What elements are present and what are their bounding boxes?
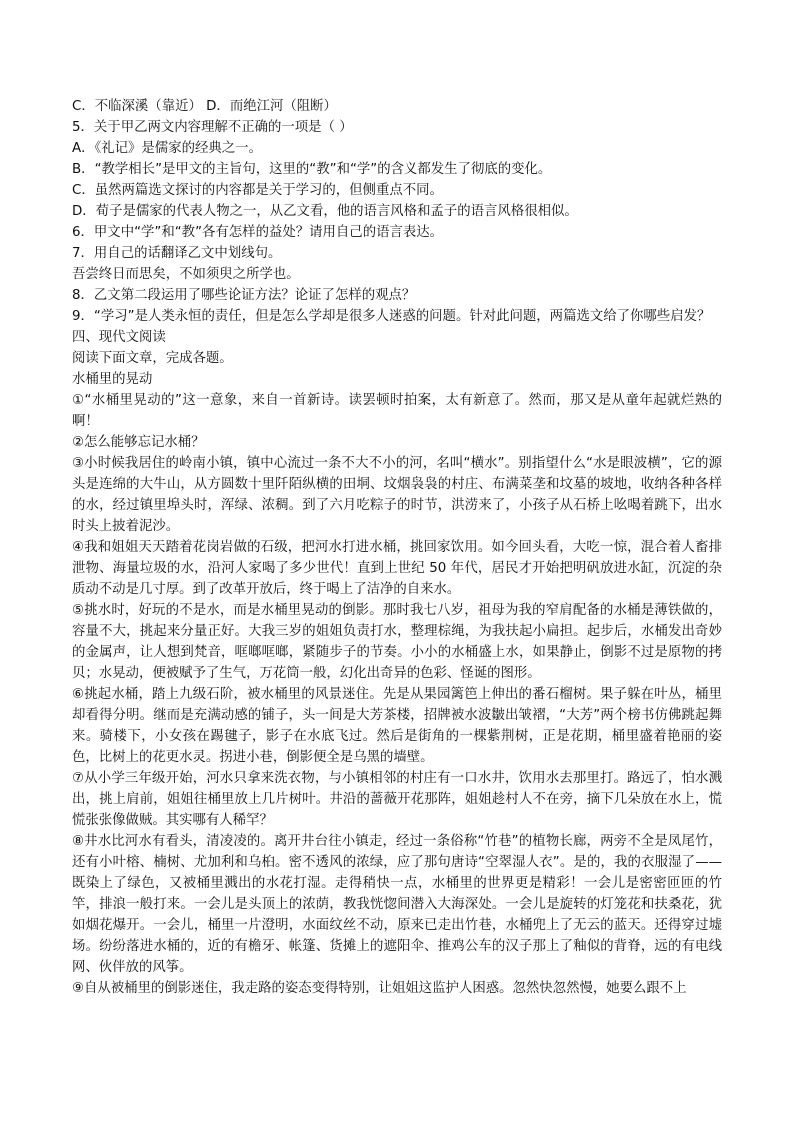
option-a: A．《礼记》是儒家的经典之一。 bbox=[72, 141, 262, 156]
option-c-q5: C．虽然两篇选文探讨的内容都是关于学习的，但侧重点不同。 bbox=[72, 183, 443, 198]
article-paragraph-5: ⑤挑水时，好玩的不是水，而是水桶里晃动的倒影。那时我七八岁，祖母为我的窄肩配备的水桶是薄铁做的，容量不大，挑起来分量正好。大我三岁的姐姐负责打水，整理棕绳，为我扶起小扁担。起步后，水桶发出奇妙的金属声，让人想到梵音，哐啷哐啷，紧随步子的节奏。小小的水桶盛上水，如果静止，倒影不过是原物的拷贝；水晃动，便被赋予了生气，万花筒一般，幻化出奇异的色彩、怪诞的图形。 bbox=[72, 603, 722, 681]
question-9: 9．“学习”是人类永恒的责任，但是怎么学却是很多人迷惑的问题。针对此问题，两篇选文给了你哪些启发？ bbox=[72, 309, 711, 324]
article-paragraph-2: ②怎么能够忘记水桶？ bbox=[72, 435, 205, 450]
question-7: 7．用自己的话翻译乙文中划线句。 bbox=[72, 246, 282, 261]
article-paragraph-1: ①“水桶里晃动的”这一意象，来自一首新诗。读罢顿时拍案，太有新意了。然而，那又是从童年起就烂熟的啊！ bbox=[72, 393, 722, 429]
article-title: 水桶里的晃动 bbox=[72, 372, 153, 387]
option-d: D．荀子是儒家的代表人物之一，从乙文看，他的语言风格和孟子的语言风格很相似。 bbox=[72, 204, 578, 219]
article-paragraph-8: ⑧井水比河水有看头，清凌凌的。离开井台往小镇走，经过一条俗称“竹巷”的植物长廊，两旁不全是凤尾竹，还有小叶榕、楠树、尤加利和乌桕。密不透风的浓绿，应了那句唐诗“空翠湿人衣”。是的，我的衣服湿了——既染上了绿色，又被桶里溅出的水花打湿。走得稍快一点，水桶里的世界更是精彩！一会儿是密密匝匝的竹竿，排浪一般打来。一会儿是头顶上的浓荫，教我恍惚间潜入大海深处。一会儿是旋转的灯笼花和扶桑花，犹如烟花爆开。一会儿，桶里一片澄明，水面纹丝不动，原来已走出竹巷，水桶兜上了无云的蓝天。还得穿过墟场。纷纷落进水桶的，近的有檐牙、帐篷、货摊上的遮阳伞、推鸡公车的汉子那上了釉似的背脊，远的有电线网、伙伴放的风筝。 bbox=[72, 834, 722, 975]
document-page bbox=[72, 96, 722, 999]
article-paragraph-7: ⑦从小学三年级开始，河水只拿来洗衣物，与小镇相邻的村庄有一口水井，饮用水去那里打。路远了，怕水溅出，挑上肩前，姐姐往桶里放上几片树叶。井沿的蔷薇开花那阵，姐姐趁村人不在旁，摘下几朵放在水上，慌慌张张像做贼。其实哪有人稀罕？ bbox=[72, 771, 722, 828]
article-paragraph-4: ④我和姐姐天天踏着花岗岩做的石级，把河水打进水桶，挑回家饮用。如今回头看，大吃一惊，混合着人畜排泄物、海量垃圾的水，沿河人家喝了多少世代！直到上世纪 50 年代，居民才开始把明矾放进水缸，沉淀的杂质动不动是几寸厚。到了改革开放后，终于喝上了洁净的自来水。 bbox=[72, 540, 722, 597]
reading-instruction: 阅读下面文章，完成各题。 bbox=[72, 351, 233, 366]
option-c: C．不临深溪（靠近） D．而绝江河（阻断） bbox=[72, 99, 337, 114]
translation-sentence: 吾尝终日而思矣，不如须臾之所学也。 bbox=[72, 267, 300, 282]
section-heading: 四、现代文阅读 bbox=[72, 330, 166, 345]
option-b: B．“教学相长”是甲文的主旨句，这里的“教”和“学”的含义都发生了彻底的变化。 bbox=[72, 162, 552, 177]
article-paragraph-3: ③小时候我居住的岭南小镇，镇中心流过一条不大不小的河，名叫“横水”。别指望什么“水是眼波横”，它的源头是连绵的大牛山，从方圆数十里阡陌纵横的田垌、坟烟袅袅的村庄、布满菜垄和坟墓的坡地，收纳各种各样的水，经过镇里埠头时，浑绿、浓稠。到了六月吃粽子的时节，洪涝来了，小孩子从石桥上吆喝着跳下，出水时头上披着泥沙。 bbox=[72, 456, 722, 534]
article-paragraph-6: ⑥挑起水桶，踏上九级石阶，被水桶里的风景迷住。先是从果园篱笆上伸出的番石榴树。果子躲在叶丛，桶里却看得分明。继而是充满动感的铺子，头一间是大芳茶楼，招牌被水波皺出皱褶，“大芳”两个榜书仿佛跳起舞来。骑楼下，小女孩在踢毽子，影子在水底飞过。然后是街角的一棵紫荆树，正是花期，桶里盛着艳丽的姿色，比树上的花更水灵。拐进小巷，倒影便全是乌黑的墙壁。 bbox=[72, 687, 722, 765]
article-paragraph-9: ⑨自从被桶里的倒影迷住，我走路的姿态变得特别，让姐姐这监护人困惑。忽然快忽然慢，她要么跟不上 bbox=[72, 981, 687, 996]
question-8: 8．乙文第二段运用了哪些论证方法？论证了怎样的观点？ bbox=[72, 288, 416, 303]
question-6: 6．甲文中“学”和“教”各有怎样的益处？请用自己的语言表达。 bbox=[72, 225, 444, 240]
question-5: 5．关于甲乙两文内容理解不正确的一项是（ ） bbox=[72, 120, 353, 135]
